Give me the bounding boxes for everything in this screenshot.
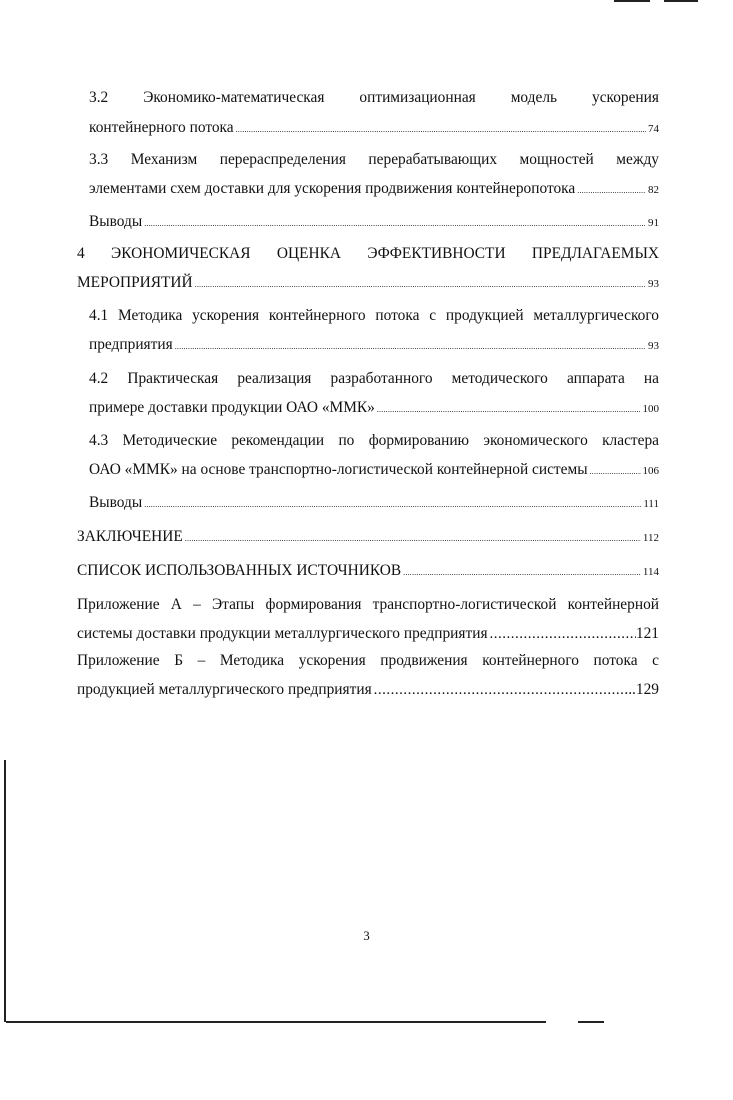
toc-line-1: Приложение Б – Методика ускорения продвижения контейнерного потока с: [77, 652, 659, 669]
toc-title: системы доставки продукции металлургического предприятия: [77, 625, 488, 642]
toc-title: Выводы: [89, 213, 143, 230]
toc-leader-dots: [175, 335, 646, 359]
toc-line-2: [77, 271, 659, 295]
page-number: 3: [363, 928, 370, 943]
toc-line-2: [77, 525, 659, 549]
toc-line-2: [89, 458, 659, 482]
toc-page-number: 106: [642, 465, 659, 477]
toc-line-2: [89, 491, 659, 515]
toc-page-number: 111: [643, 498, 659, 510]
toc-leader-dots: [195, 273, 646, 297]
toc-page-number: 93: [648, 340, 659, 352]
toc-line-1: 4 ЭКОНОМИЧЕСКАЯ ОЦЕНКА ЭФФЕКТИВНОСТИ ПРЕДЛАГАЕМЫХ: [77, 245, 659, 262]
toc-title: СПИСОК ИСПОЛЬЗОВАННЫХ ИСТОЧНИКОВ: [77, 562, 402, 579]
toc-leader-dots: [577, 179, 646, 203]
toc-title: примере доставки продукции ОАО «ММК»: [89, 399, 375, 416]
toc-page-number: 100: [642, 403, 659, 415]
scan-edge-mark-bottom-2: [578, 1021, 604, 1023]
scan-edge-mark-top-1: [614, 0, 650, 2]
toc-title: продукцией металлургического предприятия: [77, 681, 372, 698]
toc-title: ЗАКЛЮЧЕНИЕ: [77, 528, 183, 545]
toc-line-2: [89, 396, 659, 420]
toc-line-2: [77, 559, 659, 583]
toc-line-2: [89, 210, 659, 234]
scan-edge-mark-top-2: [664, 0, 698, 2]
toc-title: МЕРОПРИЯТИЙ: [77, 274, 193, 291]
toc-line-1: 4.3 Методические рекомендации по формированию экономического кластера: [89, 432, 659, 449]
toc-line-1: Приложение А – Этапы формирования транспортно-логистической контейнерной: [77, 596, 659, 613]
toc-page-number: ...129: [624, 681, 659, 698]
toc-leader-dots: [490, 622, 636, 646]
toc-page-number: 112: [642, 532, 659, 544]
toc-leader-dots: [144, 493, 641, 517]
toc-line-1: 3.2 Экономико-математическая оптимизационная модель ускорения: [89, 89, 659, 106]
toc-leader-dots: [377, 398, 641, 422]
toc-line-1: 4.1 Методика ускорения контейнерного потока с продукцией металлургического: [89, 307, 659, 324]
toc-line-2: [77, 678, 659, 702]
toc-title: элементами схем доставки для ускорения продвижения контейнеропотока: [89, 180, 576, 197]
toc-line-1: 3.3 Механизм перераспределения перерабатывающих мощностей между: [89, 151, 659, 168]
toc-leader-dots: [144, 212, 646, 236]
toc-page-number: 121: [635, 625, 659, 642]
toc-page-number: 93: [648, 278, 659, 290]
toc-line-1: 4.2 Практическая реализация разработанного методического аппарата на: [89, 370, 659, 387]
toc-title: предприятия: [89, 336, 173, 353]
toc-page-number: 114: [642, 566, 659, 578]
toc-leader-dots: [590, 460, 641, 484]
toc-page-number: 91: [648, 217, 659, 229]
scan-edge-mark-left: [4, 760, 6, 1022]
toc-line-2: [89, 333, 659, 357]
toc-line-2: [89, 177, 659, 201]
toc-leader-dots: [236, 118, 646, 142]
toc-line-2: [77, 622, 659, 646]
toc-title: контейнерного потока: [89, 119, 234, 136]
toc-title: Выводы: [89, 494, 143, 511]
scan-edge-mark-bottom: [6, 1021, 546, 1023]
toc-title: ОАО «ММК» на основе транспортно-логистической контейнерной системы: [89, 461, 588, 478]
toc-page-number: 74: [648, 123, 659, 135]
toc-page-number: 82: [648, 184, 659, 196]
toc-leader-dots: [185, 527, 641, 551]
toc-leader-dots: [403, 561, 641, 585]
toc-leader-dots: [374, 678, 625, 702]
toc-line-2: [89, 116, 659, 140]
